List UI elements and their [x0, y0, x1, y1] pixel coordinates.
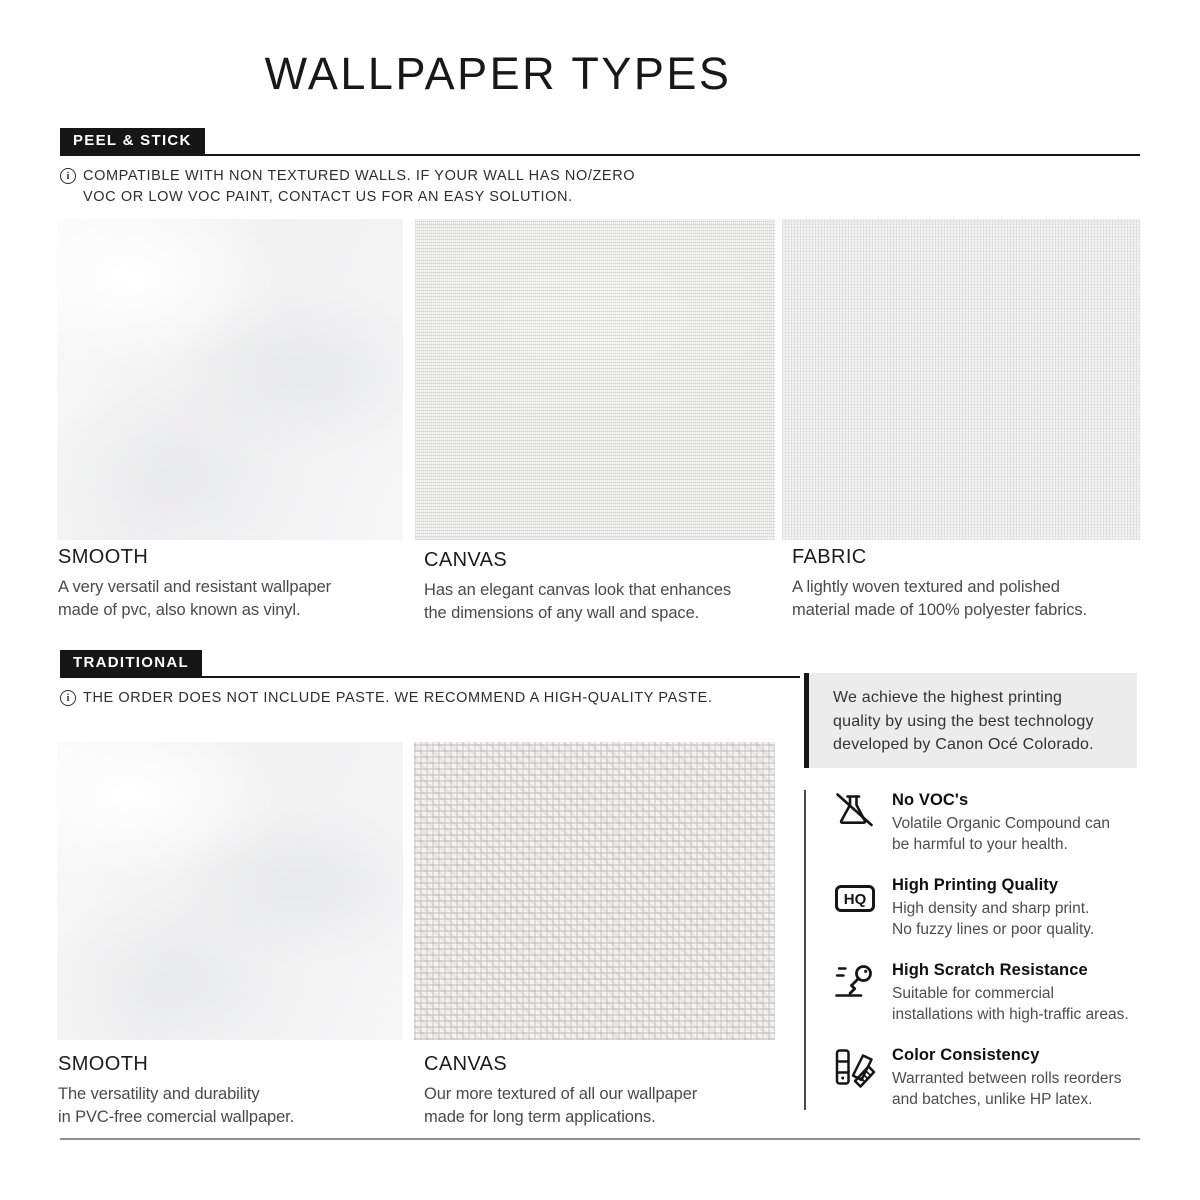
feature-high-printing-quality: [832, 875, 1140, 940]
swatch-name: SMOOTH: [58, 1053, 149, 1075]
peel-stick-badge: PEEL & STICK: [60, 128, 205, 154]
fabric-texture-swatch: [782, 219, 1140, 540]
info-icon: i: [60, 168, 76, 184]
feature-text: [892, 875, 1094, 940]
swatch-name: FABRIC: [792, 546, 867, 568]
feature-high-scratch-resistance: [832, 960, 1140, 1025]
desc-line: Suitable for commercial: [892, 985, 1054, 1002]
hq-badge-icon: [832, 875, 878, 921]
desc-line: A very versatil and resistant wallpaper: [58, 578, 332, 596]
desc-line: Our more textured of all our wallpaper: [424, 1085, 698, 1103]
swatch-name: CANVAS: [424, 1053, 508, 1075]
desc-line: be harmful to your health.: [892, 836, 1068, 853]
note-line: COMPATIBLE WITH NON TEXTURED WALLS. IF YOUR WALL HAS NO/ZERO: [83, 168, 636, 184]
feature-text: [892, 960, 1129, 1025]
swatch-name: CANVAS: [424, 549, 508, 571]
peel-stick-note-text: [83, 166, 635, 208]
note-line: THE ORDER DOES NOT INCLUDE PASTE. WE RECOMMEND A HIGH-QUALITY PASTE.: [83, 690, 713, 706]
smooth-texture-swatch: [57, 219, 403, 540]
canvas-texture-swatch: [415, 219, 775, 540]
feature-no-vocs: [832, 790, 1140, 855]
printing-quality-highlight: [804, 673, 1137, 768]
note-line: VOC OR LOW VOC PAINT, CONTACT US FOR AN EASY SOLUTION.: [83, 189, 573, 205]
feature-text: [892, 1045, 1121, 1110]
traditional-note: [60, 688, 712, 709]
desc-line: A lightly woven textured and polished: [792, 578, 1060, 596]
desc-line: The versatility and durability: [58, 1085, 260, 1103]
desc-line: No fuzzy lines or poor quality.: [892, 921, 1095, 938]
desc-line: Has an elegant canvas look that enhances: [424, 581, 731, 599]
key-scratch-icon: [832, 960, 878, 1006]
info-icon: i: [60, 690, 76, 706]
traditional-note-text: [83, 688, 712, 709]
feature-title: High Printing Quality: [892, 876, 1059, 894]
desc-line: High density and sharp print.: [892, 900, 1090, 917]
swatch-label-canvas: [424, 549, 779, 625]
desc-line: material made of 100% polyester fabrics.: [792, 601, 1087, 619]
highlight-line: We achieve the highest printing: [833, 689, 1063, 706]
bottom-divider: [60, 1138, 1140, 1140]
no-voc-flask-icon: [832, 790, 878, 836]
traditional-badge: TRADITIONAL: [60, 650, 202, 676]
desc-line: in PVC-free comercial wallpaper.: [58, 1108, 295, 1126]
desc-line: Volatile Organic Compound can: [892, 815, 1110, 832]
feature-text: [892, 790, 1110, 855]
section-header-peel-stick: [60, 128, 1140, 156]
swatch-description: [58, 1083, 413, 1129]
color-swatches-icon: [832, 1045, 878, 1091]
swatch-label-fabric: [792, 546, 1147, 622]
canvas-texture-swatch: [414, 742, 775, 1040]
feature-description: [892, 983, 1129, 1025]
desc-line: and batches, unlike HP latex.: [892, 1091, 1093, 1108]
swatch-label-smooth: [58, 546, 413, 622]
swatch-description: [58, 576, 413, 622]
feature-description: [892, 898, 1094, 940]
desc-line: made of pvc, also known as vinyl.: [58, 601, 301, 619]
desc-line: the dimensions of any wall and space.: [424, 604, 700, 622]
feature-title: High Scratch Resistance: [892, 961, 1088, 979]
swatch-name: SMOOTH: [58, 546, 149, 568]
desc-line: Warranted between rolls reorders: [892, 1070, 1122, 1087]
hq-letters: HQ: [843, 891, 867, 908]
highlight-line: quality by using the best technology: [833, 712, 1094, 730]
feature-color-consistency: [832, 1045, 1140, 1110]
feature-description: [892, 813, 1110, 855]
swatch-description: [424, 1083, 779, 1129]
desc-line: made for long term applications.: [424, 1108, 656, 1126]
peel-stick-note: [60, 166, 635, 208]
swatch-description: [792, 576, 1147, 622]
desc-line: installations with high-traffic areas.: [892, 1006, 1129, 1023]
highlight-line: developed by Canon Océ Colorado.: [833, 736, 1094, 753]
page-title: WALLPAPER TYPES: [264, 48, 732, 99]
swatch-label-canvas: [424, 1053, 779, 1129]
feature-list: [804, 790, 1140, 1110]
feature-title: Color Consistency: [892, 1046, 1040, 1064]
section-header-traditional: [60, 650, 800, 678]
swatch-description: [424, 579, 779, 625]
swatch-label-smooth: [58, 1053, 413, 1129]
feature-title: No VOC's: [892, 791, 969, 809]
smooth-texture-swatch: [57, 742, 403, 1040]
feature-description: [892, 1068, 1121, 1110]
